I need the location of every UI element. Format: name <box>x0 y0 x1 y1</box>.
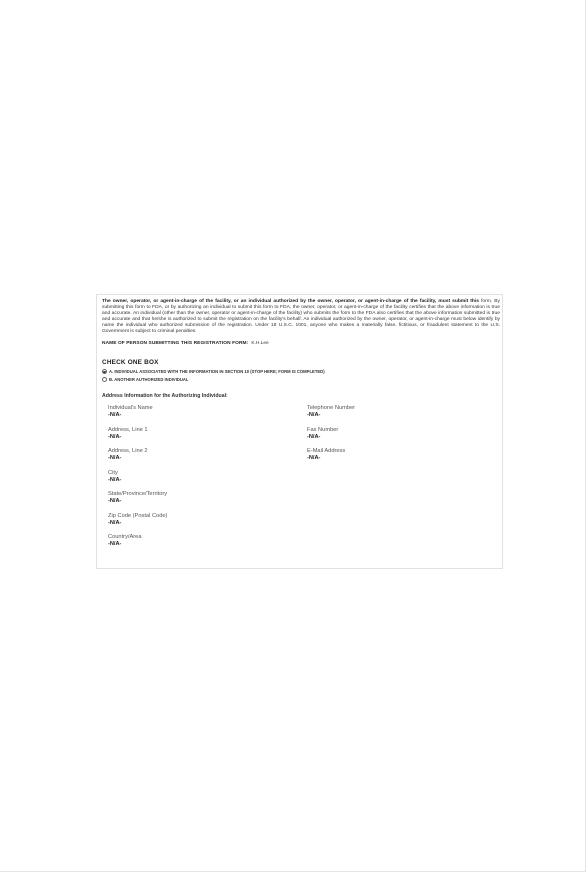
radio-option-b-label: B. ANOTHER AUTHORIZED INDIVIDUAL <box>109 377 189 383</box>
section-content <box>102 299 500 555</box>
field-value: -N/A- <box>307 412 321 419</box>
field-value: -N/A- <box>307 433 321 440</box>
field-value: -N/A- <box>108 455 122 462</box>
field-value: -N/A- <box>108 412 122 419</box>
field-value: -N/A- <box>108 541 122 548</box>
field-value: -N/A- <box>108 519 122 526</box>
field-address-line-2 <box>108 448 167 470</box>
certification-bold-text: The owner, operator, or agent-in-charge of the facility, or an individual authorized by the owner, operator, or agent-in-charge of the facility, must submit this <box>102 299 479 304</box>
submitter-row <box>102 341 500 347</box>
field-address-line-1 <box>108 427 167 449</box>
field-label: E-Mail Address <box>307 448 346 455</box>
address-fields <box>102 405 500 555</box>
field-email-address <box>307 448 355 470</box>
field-value: -N/A- <box>108 476 122 483</box>
field-fax-number <box>307 427 355 449</box>
radio-selected-icon[interactable] <box>102 369 107 374</box>
field-label: Address, Line 1 <box>108 426 148 433</box>
field-value: -N/A- <box>307 455 321 462</box>
submitter-label: NAME OF PERSON SUBMITTING THIS REGISTRATION FORM: <box>102 341 249 347</box>
address-section-title: Address Information for the Authorizing Individual: <box>102 393 228 400</box>
address-left-column <box>108 405 167 556</box>
radio-option-a-label: A. INDIVIDUAL ASSOCIATED WITH THE INFORMATION IN SECTION 10 (STOP HERE; FORM IS COMPLETED) <box>109 369 325 375</box>
radio-option-b[interactable] <box>102 377 500 382</box>
field-city <box>108 470 167 492</box>
field-label: Fax Number <box>307 426 339 433</box>
radio-option-a[interactable] <box>102 369 500 374</box>
radio-dot <box>103 371 105 373</box>
registration-form-section <box>96 294 503 569</box>
field-value: -N/A- <box>108 498 122 505</box>
field-label: Zip Code (Postal Code) <box>108 512 168 519</box>
radio-unselected-icon[interactable] <box>102 377 107 382</box>
field-zip-code <box>108 513 167 535</box>
submitter-name: K.H.Lee <box>251 341 269 347</box>
address-right-column <box>307 405 355 470</box>
field-individuals-name <box>108 405 167 427</box>
field-label: Address, Line 2 <box>108 448 148 455</box>
field-label: State/Province/Territory <box>108 491 168 498</box>
field-label: Telephone Number <box>307 405 356 412</box>
field-telephone-number <box>307 405 355 427</box>
check-one-box-title: CHECK ONE BOX <box>102 359 159 367</box>
field-state-province <box>108 491 167 513</box>
certification-body-text: form. By submitting this form to FDA, or by authorizing an individual to submit this form to FDA, the owner, operator, or agent-in-charge of the facility certifies that the above information is true and accurate. An individual (other than the owner, operator or agent-in-charge of the facility) who submits the form to the FDA also certifies that the above information submitted is true and accurate and that he/she is authorized to submit the registration on the facility's behalf. An individual authorized by the owner, operator, or agent-in-charge must below identify by name the individual who authorized submission of the registration. Under 18 U.S.C. 1001, anyone who makes a materially false, fictitious, or fraudulent statement to the U.S. Government is subject to criminal penalties. <box>102 299 501 334</box>
field-country-area <box>108 534 167 556</box>
field-value: -N/A- <box>108 433 122 440</box>
field-label: City <box>108 469 118 476</box>
field-label: Individual's Name <box>108 405 153 412</box>
field-label: Country/Area <box>108 534 142 541</box>
certification-statement <box>102 299 500 334</box>
